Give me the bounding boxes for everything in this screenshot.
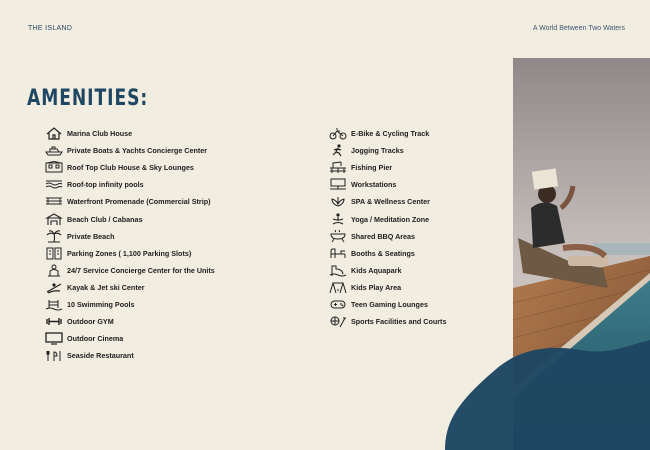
amenity-item xyxy=(44,330,215,347)
promenade-icon xyxy=(44,195,64,209)
amenity-item xyxy=(328,142,446,159)
amenity-item xyxy=(328,210,446,227)
parking-icon xyxy=(44,246,64,260)
amenity-item xyxy=(328,125,446,142)
spa-icon xyxy=(328,195,348,209)
amenity-item xyxy=(44,176,215,193)
cinema-screen-icon xyxy=(44,332,64,346)
decorative-wave-shape xyxy=(440,340,650,450)
yoga-icon xyxy=(328,212,348,226)
rooftop-building-icon xyxy=(44,161,64,175)
amenity-item xyxy=(328,193,446,210)
amenity-item xyxy=(328,159,446,176)
amenity-item xyxy=(44,279,215,296)
amenity-label: Sports Facilities and Courts xyxy=(351,317,447,327)
tagline: A World Between Two Waters xyxy=(532,25,625,32)
amenity-label: Workstations xyxy=(351,180,397,190)
amenity-label: Waterfront Promenade (Commercial Strip) xyxy=(67,197,211,207)
amenity-item xyxy=(44,159,215,176)
amenity-item xyxy=(44,262,215,279)
bicycle-icon xyxy=(328,127,348,141)
amenity-item xyxy=(328,245,446,262)
amenity-label: Seaside Restaurant xyxy=(67,351,134,361)
gaming-controller-icon xyxy=(328,297,348,311)
amenity-item xyxy=(328,313,446,330)
fishing-pier-icon xyxy=(328,161,348,175)
workstation-icon xyxy=(328,178,348,192)
amenity-label: Private Beach xyxy=(67,231,115,241)
amenity-item xyxy=(328,176,446,193)
amenities-list-right xyxy=(328,125,446,330)
amenity-label: Outdoor GYM xyxy=(67,317,114,327)
amenity-item xyxy=(328,296,446,313)
pool-waves-icon xyxy=(44,178,64,192)
amenity-label: Teen Gaming Lounges xyxy=(351,299,428,309)
amenity-label: Private Boats & Yachts Concierge Center xyxy=(67,146,208,156)
amenity-label: Jogging Tracks xyxy=(351,146,404,156)
amenity-label: SPA & Wellness Center xyxy=(351,197,430,207)
kayak-icon xyxy=(44,280,64,294)
restaurant-icon xyxy=(44,349,64,363)
amenity-item xyxy=(44,193,215,210)
amenity-label: Fishing Pier xyxy=(351,163,393,173)
amenity-item xyxy=(44,210,215,227)
amenity-item xyxy=(44,142,215,159)
amenity-label: Kayak & Jet ski Center xyxy=(67,282,145,292)
brand-name: THE ISLAND xyxy=(28,25,73,32)
play-area-icon xyxy=(328,280,348,294)
amenity-label: 10 Swimming Pools xyxy=(67,299,135,309)
amenity-item xyxy=(44,228,215,245)
amenity-item xyxy=(328,228,446,245)
amenity-label: Roof-top infinity pools xyxy=(67,180,144,190)
amenity-item xyxy=(44,296,215,313)
amenity-label: Yoga / Meditation Zone xyxy=(351,214,430,224)
aquapark-icon xyxy=(328,263,348,277)
page-title: AMENITIES: xyxy=(27,86,149,111)
boat-icon xyxy=(44,144,64,158)
amenity-label: Parking Zones ( 1,100 Parking Slots) xyxy=(67,248,192,258)
amenity-label: Roof Top Club House & Sky Lounges xyxy=(67,163,194,173)
palm-tree-icon xyxy=(44,229,64,243)
dumbbell-icon xyxy=(44,315,64,329)
cabana-icon xyxy=(44,212,64,226)
amenity-label: E-Bike & Cycling Track xyxy=(351,129,430,139)
bbq-icon xyxy=(328,229,348,243)
house-icon xyxy=(44,127,64,141)
sports-icon xyxy=(328,315,348,329)
amenity-label: Outdoor Cinema xyxy=(67,334,124,344)
concierge-icon xyxy=(44,263,64,277)
amenity-label: Kids Aquapark xyxy=(351,265,402,275)
booth-icon xyxy=(328,246,348,260)
amenity-label: Kids Play Area xyxy=(351,282,402,292)
jogger-icon xyxy=(328,144,348,158)
swimming-pool-icon xyxy=(44,297,64,311)
amenity-item xyxy=(328,262,446,279)
amenity-item xyxy=(44,125,215,142)
amenity-label: Marina Club House xyxy=(67,129,133,139)
amenity-item xyxy=(44,245,215,262)
amenity-item xyxy=(44,347,215,364)
amenity-label: Shared BBQ Areas xyxy=(351,231,416,241)
amenity-label: Booths & Seatings xyxy=(351,248,415,258)
amenity-label: Beach Club / Cabanas xyxy=(67,214,143,224)
amenity-label: 24/7 Service Concierge Center for the Units xyxy=(67,265,215,275)
amenity-item xyxy=(44,313,215,330)
amenities-list-left xyxy=(44,125,215,364)
amenity-item xyxy=(328,279,446,296)
